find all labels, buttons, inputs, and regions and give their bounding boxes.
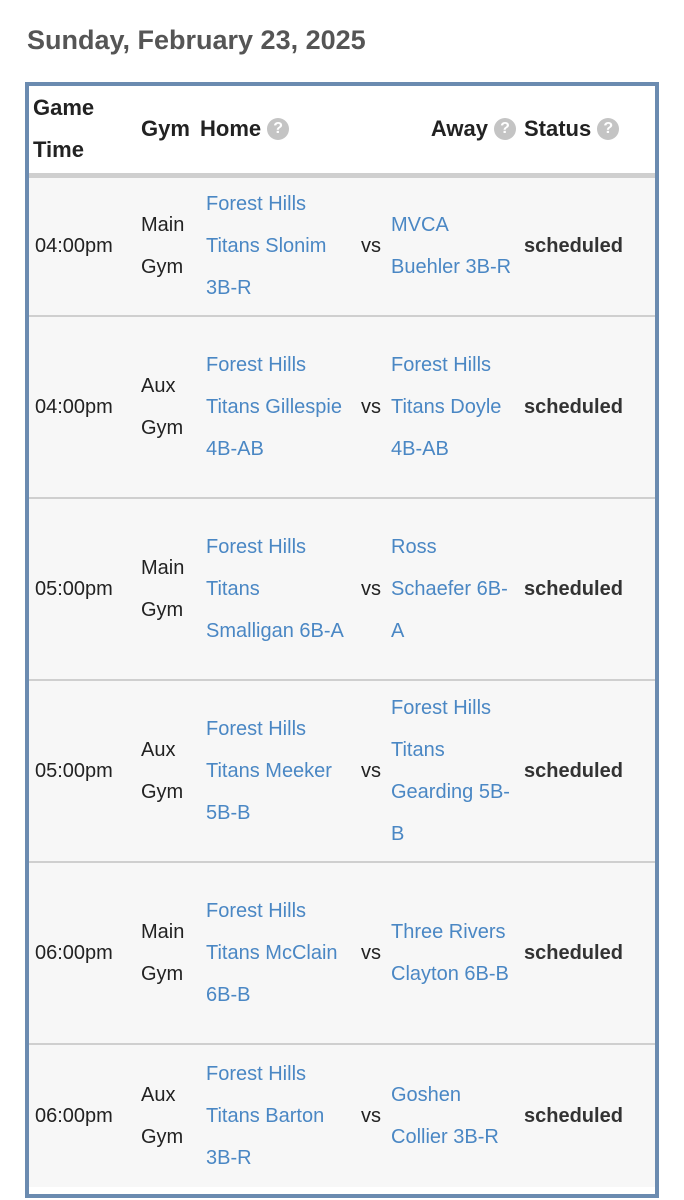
game-row bbox=[29, 316, 655, 498]
header-row bbox=[29, 86, 655, 175]
column-header-home-label: Home bbox=[200, 116, 262, 142]
gym-cell: Main Gym bbox=[137, 175, 200, 316]
game-row bbox=[29, 175, 655, 316]
status-cell: scheduled bbox=[520, 680, 655, 862]
game-time-cell: 06:00pm bbox=[29, 862, 137, 1044]
schedule-table-frame bbox=[25, 82, 659, 1198]
vs-cell: vs bbox=[355, 316, 387, 498]
home-team-link[interactable]: Forest Hills Titans Smalligan 6B-A bbox=[206, 536, 344, 642]
away-team-link[interactable]: Goshen Collier 3B-R bbox=[391, 1084, 499, 1148]
gym-cell: Aux Gym bbox=[137, 316, 200, 498]
home-team-cell bbox=[200, 862, 355, 1044]
status-cell: scheduled bbox=[520, 862, 655, 1044]
home-help-icon[interactable]: ? bbox=[267, 118, 289, 140]
status-cell: scheduled bbox=[520, 175, 655, 316]
home-team-link[interactable]: Forest Hills Titans Slonim 3B-R bbox=[206, 193, 327, 300]
schedule-date-heading: Sunday, February 23, 2025 bbox=[27, 25, 366, 55]
schedule-table-body bbox=[29, 175, 655, 1187]
away-team-link[interactable]: Ross Schaefer 6B-A bbox=[391, 536, 508, 642]
status-cell: scheduled bbox=[520, 316, 655, 498]
game-time-cell: 04:00pm bbox=[29, 316, 137, 498]
game-time-cell: 06:00pm bbox=[35, 1105, 113, 1127]
away-team-link[interactable]: MVCA Buehler 3B-R bbox=[391, 214, 512, 279]
status-help-icon[interactable]: ? bbox=[597, 118, 619, 140]
column-header-game-time: Game Time bbox=[29, 86, 137, 175]
column-header-gym: Gym bbox=[137, 86, 200, 175]
game-row bbox=[29, 862, 655, 1044]
home-team-cell bbox=[200, 680, 355, 862]
schedule-table bbox=[29, 86, 655, 1187]
home-team-link[interactable]: Forest Hills Titans Gillespie 4B-AB bbox=[206, 354, 342, 460]
vs-cell: vs bbox=[355, 498, 387, 680]
away-team-cell bbox=[387, 1044, 520, 1187]
game-time-cell: 05:00pm bbox=[29, 498, 137, 680]
game-row bbox=[29, 498, 655, 680]
home-team-cell bbox=[200, 316, 355, 498]
home-team-link[interactable]: Forest Hills Titans Barton 3B-R bbox=[206, 1063, 325, 1169]
game-row bbox=[29, 680, 655, 862]
game-time-cell: 04:00pm bbox=[29, 175, 137, 316]
game-time-cell: 05:00pm bbox=[29, 680, 137, 862]
vs-cell: vs bbox=[355, 680, 387, 862]
column-header-away-label: Away bbox=[430, 116, 488, 142]
column-header-away bbox=[387, 86, 520, 175]
column-header-status-label: Status bbox=[524, 116, 592, 142]
home-team-link[interactable]: Forest Hills Titans Meeker 5B-B bbox=[206, 718, 332, 824]
gym-cell: Main Gym bbox=[137, 862, 200, 1044]
away-team-link[interactable]: Forest Hills Titans Gearding 5B-B bbox=[391, 697, 510, 845]
vs-cell: vs bbox=[355, 175, 387, 316]
column-header-status bbox=[520, 86, 655, 175]
column-header-vs bbox=[355, 86, 387, 175]
away-team-cell bbox=[387, 498, 520, 680]
home-team-link[interactable]: Forest Hills Titans McClain 6B-B bbox=[206, 900, 338, 1006]
gym-cell: Aux Gym bbox=[141, 1084, 184, 1148]
home-team-cell bbox=[200, 1044, 355, 1187]
schedule-table-header bbox=[29, 86, 655, 175]
away-team-link[interactable]: Forest Hills Titans Doyle 4B-AB bbox=[391, 354, 502, 460]
away-team-cell bbox=[387, 175, 520, 316]
away-team-link[interactable]: Three Rivers Clayton 6B-B bbox=[391, 921, 509, 985]
status-cell: scheduled bbox=[520, 498, 655, 680]
away-team-cell bbox=[387, 680, 520, 862]
status-cell: scheduled bbox=[524, 1105, 623, 1127]
gym-cell: Main Gym bbox=[137, 498, 200, 680]
vs-cell: vs bbox=[361, 1105, 381, 1127]
away-team-cell bbox=[387, 316, 520, 498]
home-team-cell bbox=[200, 175, 355, 316]
away-team-cell bbox=[387, 862, 520, 1044]
gym-cell: Aux Gym bbox=[137, 680, 200, 862]
column-header-home bbox=[200, 86, 355, 175]
home-team-cell bbox=[200, 498, 355, 680]
vs-cell: vs bbox=[355, 862, 387, 1044]
away-help-icon[interactable]: ? bbox=[494, 118, 516, 140]
game-row bbox=[29, 1044, 655, 1187]
